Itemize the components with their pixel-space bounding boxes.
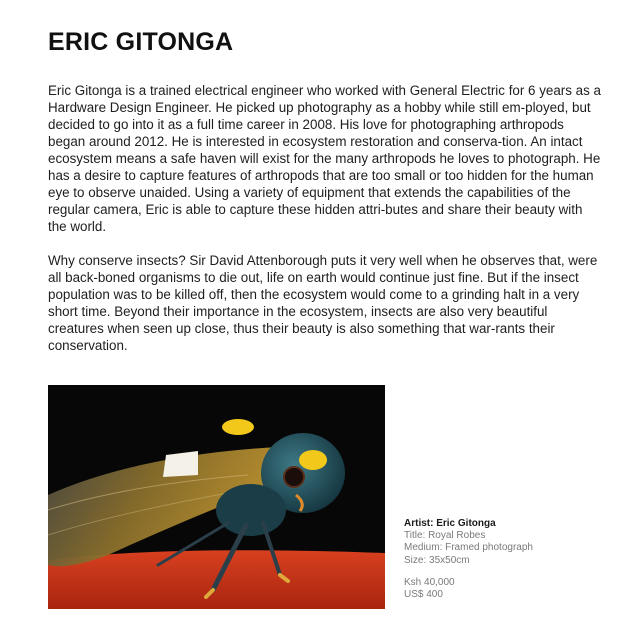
head-spot	[222, 419, 254, 435]
artwork-size: Size: 35x50cm	[404, 554, 470, 566]
artwork-caption	[404, 518, 604, 601]
moth-abdomen	[216, 484, 286, 536]
bio-paragraph: Why conserve insects? Sir David Attenborough puts it very well when he observes that, were all back-boned organisms to die out, life on earth would continue just fine. But if the insect population was to be killed off, then the ecosystem would come to a grinding halt in a very short time. Beyond their importance in the ecosystem, insects are also very beautiful creatures when seen up close, thus their beauty is also something that war-rants their conservation.	[48, 253, 598, 353]
moth-eye	[284, 467, 304, 487]
moth-image	[48, 385, 385, 609]
moth-photograph	[48, 385, 385, 609]
artist-biography	[48, 82, 604, 371]
artwork-artist: Artist: Eric Gitonga	[404, 518, 496, 529]
price-usd: US$ 400	[404, 589, 443, 601]
artwork-medium: Medium: Framed photograph	[404, 542, 533, 554]
page-title: ERIC GITONGA	[48, 28, 234, 56]
price-ksh: Ksh 40,000	[404, 576, 455, 588]
head-spot	[299, 450, 327, 470]
wing-white-spot	[163, 451, 198, 477]
bio-paragraph: Eric Gitonga is a trained electrical engineer who worked with General Electric for 6 years as a Hardware Design Engineer. He picked up photography as a hobby while still em-ployed, but decided to go into it as a full time career in 2008. His love for photographing arthropods began around 2012. He is interested in ecosystem restoration and conserva-tion. An intact ecosystem means a safe haven will exist for the many arthropods he loves to photograph. He has a desire to capture features of arthropods that are too small or too hidden for the human eye to observe unaided. Using a variety of equipment that extends the capabilities of the regular camera, Eric is able to capture these hidden attri-butes and share their beauty with the world.	[48, 83, 601, 234]
artwork-title: Title: Royal Robes	[404, 530, 486, 542]
